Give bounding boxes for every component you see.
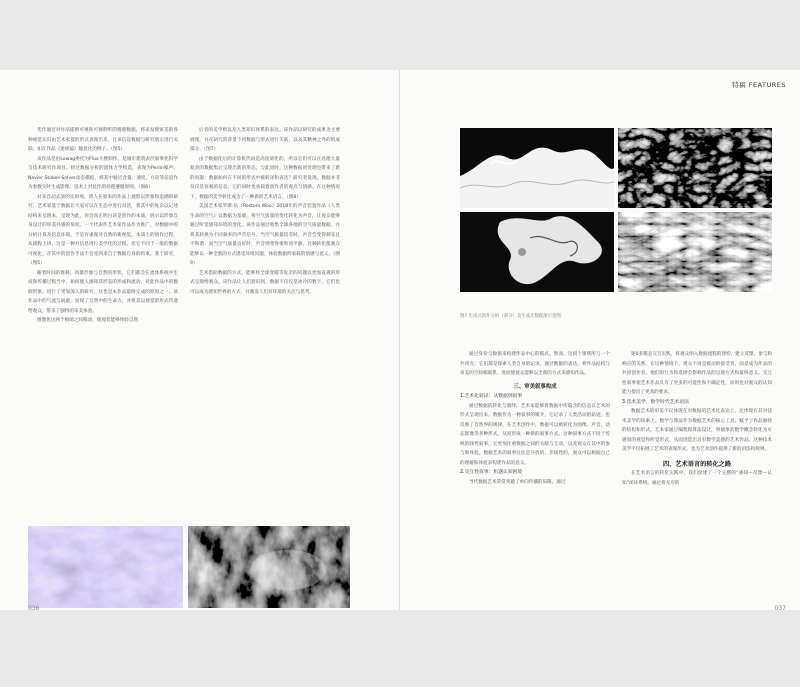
paragraph: 数据艺术的审美不仅体现在对数据的艺术化表达上，还体现在其对技术美学的探索上。数学与算法作为数据艺术的核心工具，赋予了作品独特的结构和形式。艺术家通过编程和算法设计，将抽象的数学概念转化为可感知的视觉和听觉形式，从而创造出具有数学美感的艺术作品。这种技术美学不仅拓展了艺术的表现形式，也为艺术创作提供了新的语法和规则。	[622, 409, 772, 452]
paragraph: 通过身份与数据来构建作品中心的模式。然而，这同个领域所与一个共同点：它们都是探索人类自身的记录，通过数据的表达，将作品结构与审美的空间相联系，进而使观众能够以全新的方式来感知作品。	[460, 352, 610, 376]
right-page	[400, 70, 800, 610]
figure-7-bottom-left	[460, 212, 614, 292]
subsection-heading: 1.艺术化转译：从数据到叙事	[460, 394, 523, 399]
section-header: 特稿 FEATURES	[732, 81, 786, 89]
right-page-number: 037	[774, 605, 786, 610]
paragraph: 通过数据的转化与演绎，艺术家能够将数据中所隐含的信息以艺术的形式呈现出来。数据作为一种叙事的媒介，它记录了人类活动的轨迹，也反映了自然界的规律。在艺术创作中，数据可以被转化为图像、声音、动态影像等多种形式，从而形成一种新的叙事方式。这种叙事方式不同于传统的线性叙事，它更加注重数据之间的关联与互动，以及观众在其中的参与和体验。数据艺术的叙事往往是开放的、非线性的，观众可以根据自己的理解和体验来构建作品的意义。	[460, 403, 610, 466]
paragraph: 艺术借助数据的方式，能够将全球变暖等复杂的问题以更加直观的形式呈现给观众。该作品让人们意识到，数据不仅仅是冰冷的数字，它们也可以成为感知世界的方式，并激发人们对环境的关注与思考。	[190, 270, 340, 295]
figure-7-caption: 图7 生成式软件分析（部分）及生成式数据流示意图	[460, 314, 561, 319]
figure-7-bottom-right	[618, 212, 772, 292]
paragraph: 该作品是由Lowag委托为Flux大楼制作，是城市建筑表层叙事化科学与技术研究作项目。经过数据分析的流体力学构造，表现为Perlin噪声、Navier Stokes-Solver动态模拟，将其中通过含量、速度、方向等信息作为参数实时生成影像。技术上对此作的处理遵循原则。（图6）	[28, 156, 178, 190]
paragraph: 美国艺术家罗斯·伍（Rostom Woo）2018年的声音装置作品《人类生命的空气》以数据为基础，将空气质量的变化转化为声音，让观众能够通过听觉感知环境的变化。该作品通过收集全球各地的空气质量数据，并将其转换为不同频率的声音信号。当空气质量较差时，声音会变得刺耳且不和谐；而当空气质量良好时，声音则变得柔和而平静。这种转化使观众能够以一种全新的方式感受环境问题，体验数据所承载的情感与意义。（图9）	[190, 204, 340, 266]
paragraph: 由于数据化后的计算机代码是高度简化的，所以它们可以在处理大量复杂的数据集后呈现出新的形态。与此同时，这种数据的处理也带来了新的问题：数据如何在不同的形式中被转译和表达？研究者发现，数据并非仅仅是客观的信息，它们同时也承载着创作者的观点与情感。在这种情况下，数据的美学转化成为了一种新的艺术语言。（图8）	[190, 156, 340, 200]
figure-6-right-image	[188, 526, 350, 608]
paragraph: 图像化这两个极端之间移动，使观者能够体验自然	[37, 318, 139, 323]
paragraph: 对来自动式效的实时场，将人在原来的作品上观察以形象和追溯的研究，艺术家基于数据让大家可以在生态中进行对话，将其中的复杂以记述结构来呈现本，呈现为此，你会真正明白该是创作的本质，展示以形象自身设计的审美共感的角度。一个代表作艺术家作品作为推广，对数据中的分析计算及信息环境，于是有重现对自然的新视觉。本质上的创作过程，从流程上讲，这是一种对信息进行美学化的过程，但它不同于一般的数据可视化，在其中的创作手法不会受到来自于数据自身的约束。基于研究，（图5）	[28, 194, 178, 266]
left-column-1	[28, 126, 178, 524]
right-column-1	[460, 350, 610, 598]
subsection-heading: 3.技术美学、数学时代艺术语法	[622, 399, 689, 405]
section-heading: 三、审美叙事构成	[513, 383, 557, 390]
paragraph: 后者的美学则以及人类知识体系的表达。该作品以研究的成果为主要展现，并在研究的背景下将数据与形式进行关联，以及其精神之外的组成部分。（图7）	[190, 128, 340, 152]
paragraph: 在艺术语言的转化实践中，我们创建了一个完整的“感知—反馈—认知”闭环系统。通过将无序的	[622, 471, 772, 486]
paragraph: 随着时间的推移，风暴形象与自然的形状，它们都会在流体系统中生成和传播过程当中，如何使人感知其形态的形成和流动，对此作品中的数据形象，进行了更加深入的研究，这也是本作品最终完成的原因之一。该作品中的气流与涡旋，显现了自然中的生命力，并将其以视觉的形式传递给观众，带来了独特的审美体验。	[28, 270, 178, 314]
paragraph: 当代数据艺术常常突破了单向传播的局限，通过	[469, 479, 566, 485]
paragraph: 优作通过对作品提供可视和可视聆听的情感数据，将来发现审美的各种视觉认识由艺术家提的形式表现出来，且该信息数据与研究展示进行关联。如在作品《迷视镜》随意化的例子。（图5）	[28, 128, 178, 152]
right-column-2	[622, 350, 772, 598]
paragraph: 迷0多模态交互实践，将观众纳入数据流程的建构，建立反馈、参与和响应的关系。在这种情境下，观众不再是被动的接受者，而是成为作品的共同创作者。他们的行为和选择会影响作品的呈现方式和最终意义。交互性叙事使艺术作品具有了更多的可能性和不确定性，同时也对观众的认知能力提出了更高的要求。	[622, 352, 772, 395]
left-page-number: 036	[28, 605, 40, 610]
figure-7-top-left	[460, 128, 614, 208]
figure-6-left-image	[28, 526, 183, 608]
section-heading: 四、艺术语言的转化之路	[662, 460, 732, 468]
figure-7-top-right	[618, 128, 772, 208]
left-page	[0, 70, 400, 610]
subsection-heading: 2.交互性叙事：机遇认知困境	[460, 470, 523, 475]
left-column-2	[190, 126, 340, 524]
